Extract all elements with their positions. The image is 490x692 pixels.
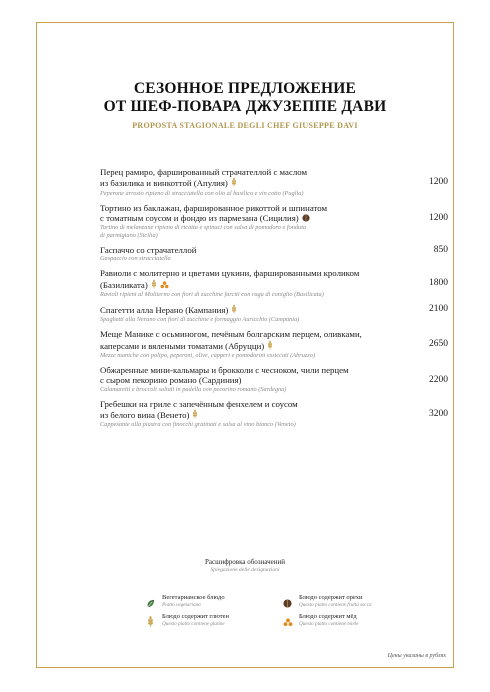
title-line-2: ОТ ШЕФ-ПОВАРА ДЖУЗЕППЕ ДАВИ bbox=[103, 98, 387, 115]
currency-note: Цены указаны в рублях bbox=[387, 653, 446, 659]
dish-name-ru: Гаспаччо со страчателлой bbox=[100, 245, 197, 256]
nut-icon bbox=[283, 595, 292, 613]
dish-name-it-cont: di parmigiano (Sicilia) bbox=[100, 232, 158, 240]
dish-item bbox=[100, 399, 448, 430]
dish-item bbox=[100, 245, 448, 263]
title-line-1: СЕЗОННОЕ ПРЕДЛОЖЕНИЕ bbox=[133, 80, 357, 97]
dish-name-it: Gaspaccio con stracciatella bbox=[100, 255, 171, 263]
legend-item-honey: Блюдо содержит мёд Questo piatto contiene miele bbox=[283, 613, 443, 627]
menu-header bbox=[36, 80, 454, 130]
dish-price: 2650 bbox=[429, 339, 448, 350]
dish-name-ru: Тортино из баклажан, фаршированное рикоттой и шпинатом bbox=[100, 202, 328, 213]
dish-name-ru-cont: с сыром пекорино романо (Сардиния) bbox=[100, 375, 242, 386]
dish-name-ru: Спагетти алла Нерано (Кампания) bbox=[100, 304, 400, 316]
dish-item bbox=[100, 365, 448, 394]
dish-name-it: Calamaretti e broccoli saltati in padella con pecorino romano (Sardegna) bbox=[100, 385, 287, 393]
wheat-icon bbox=[151, 279, 157, 291]
dish-name-it: Mezze maniche con polipo, peperoni, olive, capperi e pomodorini essiccati (Abruzzo) bbox=[100, 351, 316, 359]
dish-name-ru-cont: из базилика и винкоттой (Апулия) bbox=[100, 177, 400, 189]
wheat-icon bbox=[146, 614, 155, 632]
dish-name-ru-cont: (Базиликата) bbox=[100, 279, 400, 291]
wheat-icon bbox=[231, 177, 237, 189]
dish-name-it: Spaghetti alla Nerano con fiori di zucchine e formaggio Auricchio (Campania) bbox=[100, 316, 300, 324]
dish-name-ru: Равиоли с молитерно и цветами цукини, фаршированными кроликом bbox=[100, 268, 360, 279]
legend-item-nuts: Блюдо содержит орехи Questo piatto contiene frutta secca bbox=[283, 594, 443, 608]
dish-name-it: Ravioli ripieni al Moliterno con fiori di zucchine farciti con ragu di coniglio (Basilicata) bbox=[100, 291, 324, 299]
legend-subtitle: Spiegazione delle designazioni bbox=[210, 567, 280, 573]
dish-name-ru: Перец рамиро, фаршированный страчателлой с маслом bbox=[100, 167, 308, 177]
dish-name-it: Cappesante alla piastra con finocchi gratinati e salsa al vino bianco (Veneto) bbox=[100, 421, 296, 429]
honey-icon bbox=[160, 281, 169, 291]
leaf-icon bbox=[146, 595, 155, 613]
wheat-icon bbox=[192, 409, 198, 421]
dish-name-it: Tortino di melanzane ripieno di ricotta e spinaci con salsa di pomodoro e fonduta bbox=[100, 224, 307, 232]
dish-item bbox=[100, 268, 448, 299]
dish-name-ru: Обжаренные мини-кальмары и брокколи с чесноком, чили перцем bbox=[100, 364, 349, 375]
dish-item bbox=[100, 167, 448, 198]
legend-item-gluten: Блюдо содержит глютен Questo piatto contiene glutine bbox=[146, 613, 306, 627]
dish-name-ru-cont: с томатным соусом и фондю из пармезана (Сицилия) bbox=[100, 213, 400, 224]
dish-price: 850 bbox=[433, 245, 448, 256]
dish-item bbox=[100, 203, 448, 241]
dish-name-ru: Гребешки на гриле с запечённым фенхелем и соусом bbox=[100, 398, 298, 409]
dish-name-ru-cont: каперсами и вялеными томатами (Абруцци) bbox=[100, 340, 400, 352]
dish-price: 3200 bbox=[429, 408, 448, 419]
dish-list bbox=[100, 167, 448, 434]
honey-icon bbox=[283, 614, 293, 632]
dish-price: 2200 bbox=[429, 374, 448, 385]
dish-price: 2100 bbox=[429, 304, 448, 315]
legend-title: Расшифровка обозначений bbox=[204, 558, 285, 566]
dish-price: 1200 bbox=[429, 177, 448, 187]
dish-name-ru: Меще Манике с осьминогом, печёным болгарским перцем, оливками, bbox=[100, 329, 362, 340]
wheat-icon bbox=[267, 340, 273, 352]
legend-item-vegetarian: Вегетарианское блюдо Piatto vegetariano bbox=[146, 594, 306, 608]
legend bbox=[0, 558, 490, 627]
nut-icon bbox=[302, 214, 310, 224]
dish-price: 1800 bbox=[429, 278, 448, 289]
dish-item bbox=[100, 329, 448, 360]
subtitle: PROPOSTA STAGIONALE DEGLI CHEF GIUSEPPE DAVI bbox=[132, 121, 358, 130]
dish-price: 1200 bbox=[429, 212, 448, 223]
wheat-icon bbox=[231, 304, 237, 316]
dish-name-ru-cont: из белого вина (Венето) bbox=[100, 409, 400, 421]
dish-item bbox=[100, 304, 448, 324]
dish-name-it: Peperone arrosto ripieno di stracciatella con olio al basilico e vin cotto (Puglia) bbox=[100, 189, 304, 197]
